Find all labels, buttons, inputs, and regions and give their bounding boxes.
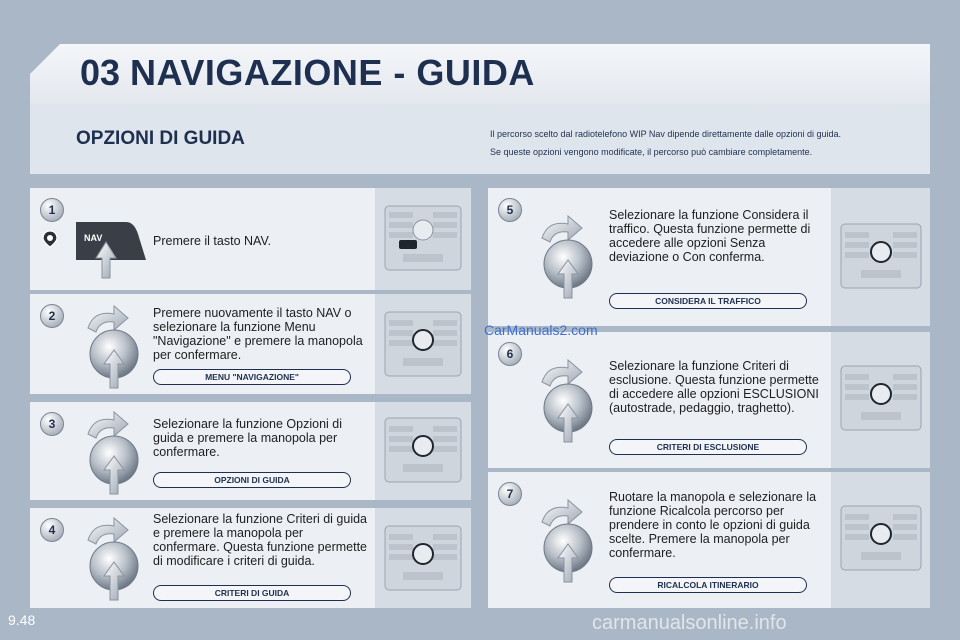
radio-panel-icon <box>375 294 471 394</box>
step-3-badge: 3 <box>40 412 64 436</box>
radio-panel-icon <box>831 472 930 608</box>
page-title: NAVIGAZIONE - GUIDA <box>130 52 535 93</box>
radio-panel-icon <box>375 402 471 500</box>
step-3-text: Selezionare la funzione Opzioni di guida e premere la manopola per confermare. <box>153 417 343 459</box>
site-watermark: CarManuals2.com <box>484 322 598 338</box>
step-7-radio-image <box>831 472 930 608</box>
step-2-badge: 2 <box>40 304 64 328</box>
step-5-radio-image <box>831 188 930 326</box>
rotary-knob-icon <box>80 514 150 607</box>
step-2-menu-pill: MENU "NAVIGAZIONE" <box>153 369 351 385</box>
rotary-knob-icon <box>534 212 604 305</box>
step-1-badge: 1 <box>40 198 64 222</box>
rotary-knob-icon <box>534 496 604 589</box>
radio-panel-icon <box>375 508 471 608</box>
step-5-menu-pill: CONSIDERA IL TRAFFICO <box>609 293 807 309</box>
step-5-text: Selezionare la funzione Considera il traffico. Questa funzione permette di accedere alle opzioni Senza deviazione o Con conferma. <box>609 208 811 264</box>
step-1-radio-image <box>375 188 471 290</box>
map-pin-icon <box>42 230 58 253</box>
step-4-menu-pill: CRITERI DI GUIDA <box>153 585 351 601</box>
nav-key-label: NAV <box>84 233 103 243</box>
radio-panel-icon <box>831 188 930 326</box>
radio-panel-icon <box>831 332 930 468</box>
intro-line-1: Il percorso scelto dal radiotelefono WIP Nav dipende direttamente dalle opzioni di guida. <box>490 129 842 139</box>
step-2-radio-image <box>375 294 471 394</box>
intro-line-2: Se queste opzioni vengono modificate, il percorso può cambiare completamente. <box>490 147 813 157</box>
step-6-menu-pill: CRITERI DI ESCLUSIONE <box>609 439 807 455</box>
step-7-menu-pill: RICALCOLA ITINERARIO <box>609 577 807 593</box>
step-3-radio-image <box>375 402 471 500</box>
radio-panel-icon <box>375 188 471 290</box>
step-1-text: Premere il tasto NAV. <box>153 234 272 248</box>
chapter-number: 03 <box>80 52 121 93</box>
step-4-radio-image <box>375 508 471 608</box>
rotary-knob-icon <box>80 302 150 395</box>
rotary-knob-icon <box>80 408 150 501</box>
section-title: OPZIONI DI GUIDA <box>76 128 245 149</box>
step-5-badge: 5 <box>498 198 522 222</box>
step-4-text: Selezionare la funzione Criteri di guida e premere la manopola per confermare. Questa funzione permette di modificare i criteri di guida. <box>153 512 368 568</box>
step-3-menu-pill: OPZIONI DI GUIDA <box>153 472 351 488</box>
step-7-text: Ruotare la manopola e selezionare la funzione Ricalcola percorso per prendere in conto le opzioni di guida scelte. Premere la manopola per confermare. <box>609 490 817 560</box>
nav-key <box>72 218 152 280</box>
step-6-text: Selezionare la funzione Criteri di esclusione. Questa funzione permette di accedere alle opzioni ESCLUSIONI (autostrade, pedaggio, traghetto). <box>609 359 819 415</box>
step-7-badge: 7 <box>498 482 522 506</box>
step-4-badge: 4 <box>40 518 64 542</box>
rotary-knob-icon <box>534 356 604 449</box>
footer-watermark: carmanualsonline.info <box>592 612 787 634</box>
intro-text <box>490 125 930 161</box>
step-6-radio-image <box>831 332 930 468</box>
step-6-badge: 6 <box>498 342 522 366</box>
step-2-text: Premere nuovamente il tasto NAV o selezionare la funzione Menu "Navigazione" e premere la manopola per confermare. <box>153 306 363 362</box>
page-number: 9.48 <box>8 612 36 628</box>
